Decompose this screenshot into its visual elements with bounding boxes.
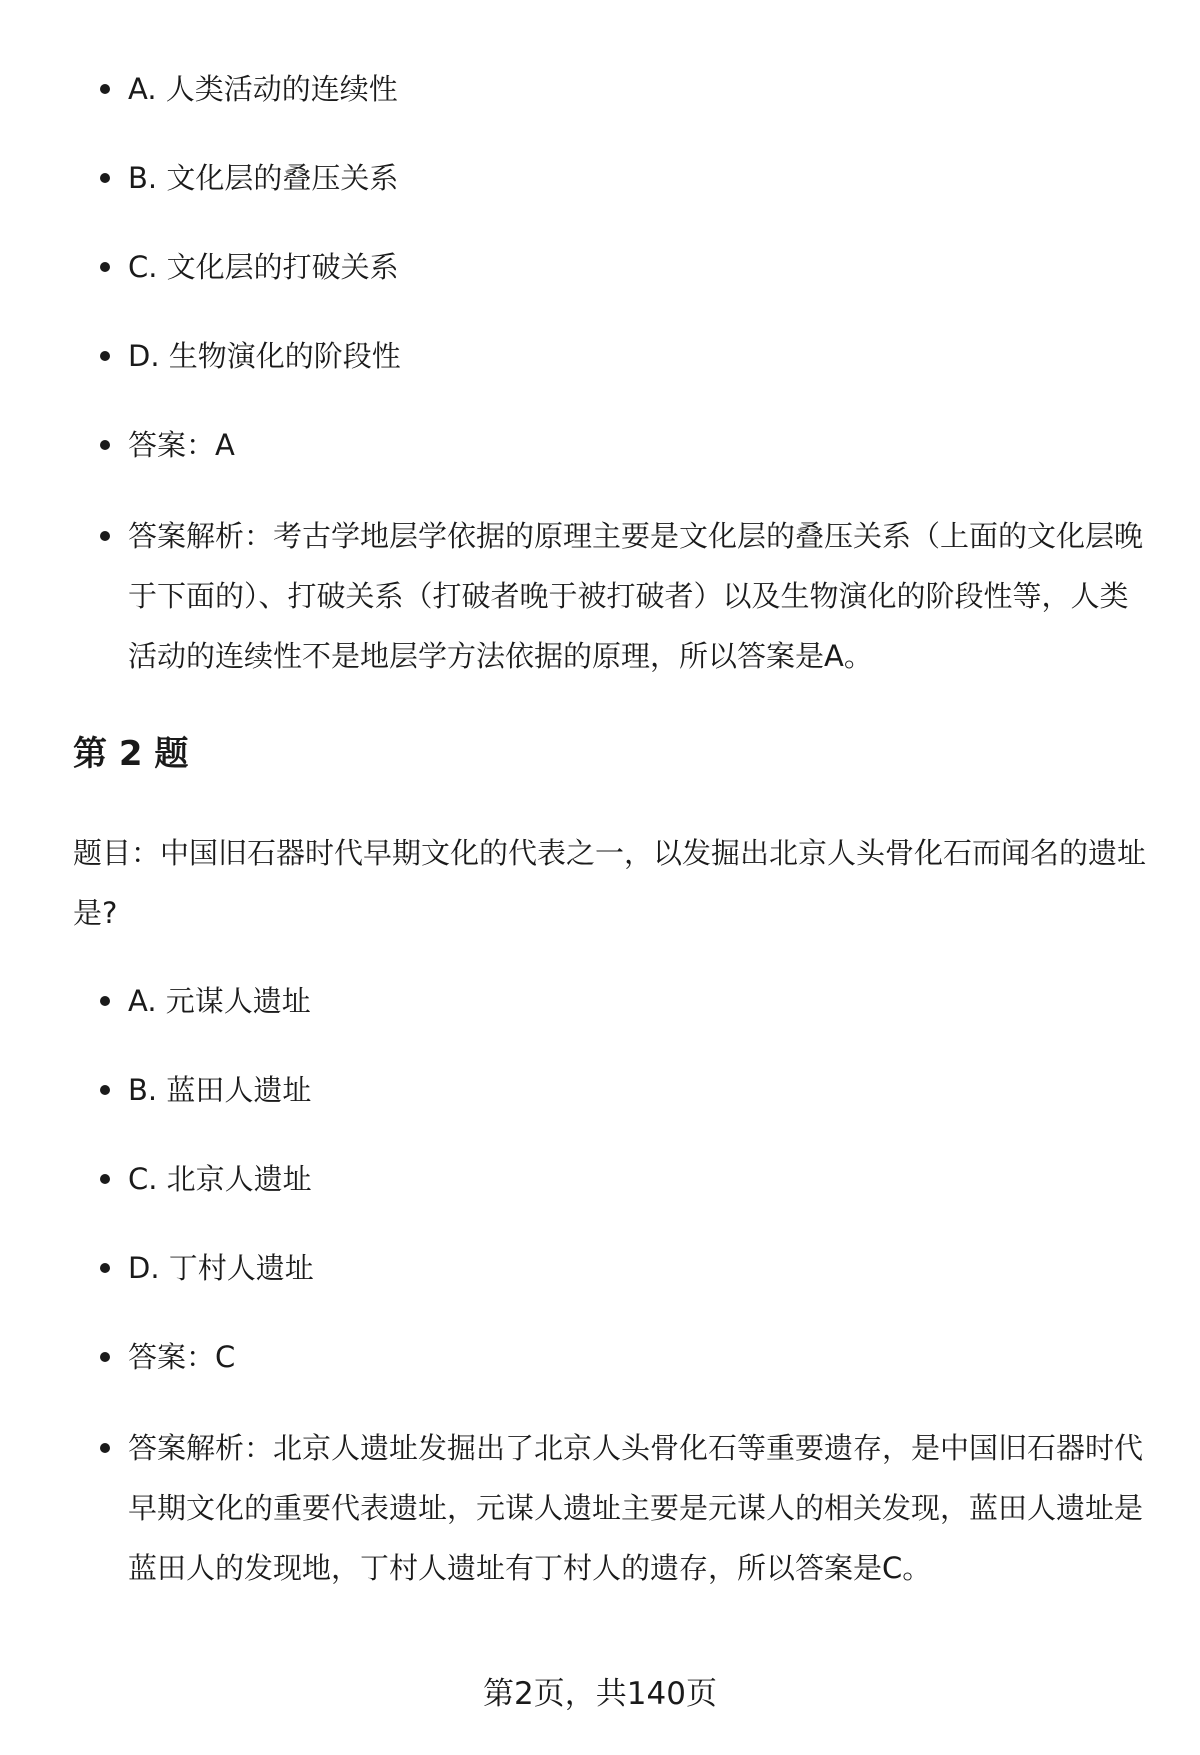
page-number: 第2页，共140页 — [483, 1676, 717, 1712]
answer-analysis: 答案解析：北京人遗址发掘出了北京人头骨化石等重要遗存，是中国旧石器时代早期文化的重要代表遗址，元谋人遗址主要是元谋人的相关发现，蓝田人遗址是蓝田人的发现地，丁村人遗址有丁村人的遗存，所以答案是C。 — [128, 1418, 1148, 1598]
option-a: A. 元谋人遗址 — [128, 971, 1148, 1031]
option-b: B. 文化层的叠压关系 — [128, 148, 1148, 208]
option-a: A. 人类活动的连续性 — [128, 59, 1148, 119]
question-2-heading: 第 2 题 — [73, 734, 189, 774]
option-c: C. 北京人遗址 — [128, 1149, 1148, 1209]
option-d: D. 生物演化的阶段性 — [128, 326, 1148, 386]
option-d: D. 丁村人遗址 — [128, 1238, 1148, 1298]
answer-analysis: 答案解析：考古学地层学依据的原理主要是文化层的叠压关系（上面的文化层晚于下面的）、打破关系（打破者晚于被打破者）以及生物演化的阶段性等，人类活动的连续性不是地层学方法依据的原理，所以答案是A。 — [128, 506, 1148, 686]
option-c: C. 文化层的打破关系 — [128, 237, 1148, 297]
answer: 答案：A — [128, 415, 1148, 475]
question-2-text: 题目：中国旧石器时代早期文化的代表之一，以发掘出北京人头骨化石而闻名的遗址是? — [73, 836, 1147, 930]
answer: 答案：C — [128, 1327, 1148, 1387]
option-b: B. 蓝田人遗址 — [128, 1060, 1148, 1120]
